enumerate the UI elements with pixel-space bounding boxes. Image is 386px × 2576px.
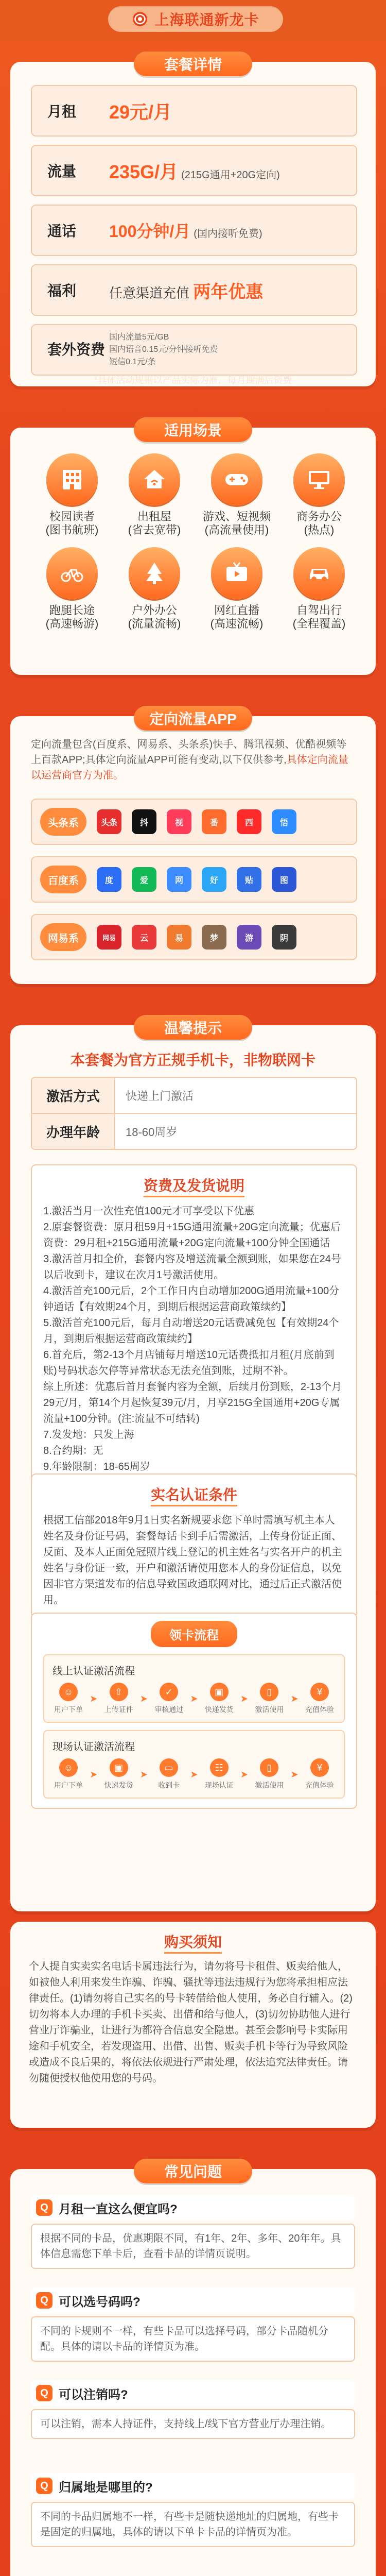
arrow-right-icon: ➤ (90, 1769, 98, 1780)
user-icon: ☺ (59, 1758, 78, 1777)
scene-label: 出租屋 (省去宽带) (128, 510, 181, 536)
user-icon: ☺ (59, 1683, 78, 1701)
flow-step: ☺ 用户下单 (52, 1758, 84, 1790)
question-icon: Q (36, 2292, 52, 2309)
arrow-right-icon: ➤ (90, 1693, 98, 1704)
truck-icon: ▣ (210, 1683, 229, 1701)
question-icon: Q (36, 2385, 52, 2401)
app-row-netease (31, 914, 357, 960)
car-icon (305, 558, 334, 587)
fee-rule-line: 8.合约期：无 (43, 1445, 103, 1456)
offline-flow-title: 现场认证激活流程 (52, 1741, 135, 1753)
app-icon[interactable]: 游 (237, 925, 261, 950)
app-group-tag: 头条系 (40, 808, 86, 836)
arrow-right-icon: ➤ (240, 1769, 249, 1780)
info-row (32, 1078, 356, 1114)
app-icon[interactable]: 网易 (97, 925, 121, 950)
question-icon: Q (36, 2199, 52, 2216)
scene-label: 校园读者 (图书航班) (45, 510, 99, 536)
coin-icon: ¥ (310, 1758, 329, 1777)
fee-rule-line: 7.发发地：只发上海 (43, 1429, 134, 1440)
apps-intro-highlight: 具体定向流量以运营商官方为准。 (31, 754, 348, 781)
purchase-text: 个人提自实卖实名电话卡属违法行为，请勿将号卡租借、贩卖给他人，如被他人利用来发生诈骗、诈骗、骚扰等违法违规行为您将承担相应法律责任。(1)请勿将自己实名的号卡转借给他人使用，务必自行辅入。(2)切勿将本人办理的手机卡买卖、出借和给与他人，(3)切勿协助他人进行营业厅诈骗业，让进行为都符合信息安全隐患。甚至会影响号卡实际用途和手机安全，若发现盗用、出借、出售、贩卖手机卡等行为导致风险或造成不良后果的，将依法依规进行严肃处理，依法追究法律责任。请勿随便授权他使用您的号码。 (29, 1961, 353, 2084)
info-row (32, 1114, 356, 1149)
app-icon[interactable]: 云 (132, 925, 156, 950)
faq-item (31, 2380, 355, 2439)
app-icons (97, 867, 296, 892)
call-value: 100分钟/月 (109, 222, 191, 241)
flow-step: ▭ 收到卡 (153, 1758, 185, 1790)
fee-rules-title: 资费及发货说明 (144, 1178, 244, 1197)
package-title: 套餐详情 (134, 52, 252, 76)
info-val: 18-60周岁 (126, 1125, 178, 1139)
app-icon[interactable]: 图 (272, 867, 296, 892)
row-label: 月租 (47, 104, 77, 120)
tree-icon (140, 558, 169, 587)
notice-headline: 本套餐为官方正规手机卡，非物联网卡 (70, 1052, 315, 1068)
row-label: 套外资费 (47, 342, 106, 358)
flow-step: ▣ 快递发货 (103, 1758, 135, 1790)
extra-fee-line: 短信0.1元/条 (109, 358, 156, 366)
bike-icon (58, 558, 86, 587)
coin-icon: ¥ (310, 1683, 329, 1701)
app-icon[interactable]: 贴 (237, 867, 261, 892)
scene-label: 跑腿长途 (高速畅游) (45, 604, 99, 630)
fee-rule-line: 4.激活首充100元后，2个工作日内自动增加200G通用流量+100分钟通话【有效期24个月，到期后根据运营商政策续约】 (43, 1285, 340, 1313)
package-section (10, 57, 376, 386)
faq-item (31, 2195, 355, 2269)
faq-question[interactable]: Q 月租一直这么便宜吗? (31, 2195, 355, 2221)
data-note: (215G通用+20G定向) (181, 169, 280, 181)
info-val: 快递上门激活 (126, 1089, 194, 1103)
flow-step: ▯ 激活使用 (253, 1683, 285, 1715)
faq-answer: 根据不同的卡品，优惠期限不同，有1年、2年、多年、20年年。具体信息需您下单卡后，查看卡品的详情页说明。 (31, 2224, 355, 2269)
scene-label: 游戏、短视频 (高流量使用) (202, 510, 271, 536)
row-label: 福利 (47, 283, 77, 299)
app-icon[interactable]: 好 (202, 867, 226, 892)
row-welfare (31, 264, 357, 316)
arrow-right-icon: ➤ (139, 1693, 148, 1704)
monthly-rent-value: 29元/月 (109, 101, 172, 123)
notice-table (31, 1077, 357, 1150)
scene-driving (278, 547, 360, 631)
info-key: 激活方式 (32, 1078, 115, 1113)
scene-office (278, 453, 360, 537)
header (0, 0, 386, 41)
question-icon: Q (36, 2478, 52, 2494)
fee-rule-line: 5.激活首充100元后，每月自动增送20元话费减免包【有效期24个月，到期后根据运营商政策续约】 (43, 1317, 339, 1345)
brand-title: 上海联通新龙卡 (154, 12, 259, 28)
fee-rule-line: 6.首充后，第2-13个月店铺每月增送10元话费抵扣月租(月底前到账)号码状态欠停等异常状态无法充值到账，过期不补。 (43, 1349, 335, 1377)
app-icons (97, 809, 296, 834)
welfare-highlight: 两年优惠 (193, 282, 264, 302)
scene-outdoor (113, 547, 196, 631)
app-group-tag: 百度系 (40, 866, 86, 893)
fee-rules-body (32, 1195, 356, 1483)
scene-errand (31, 547, 113, 631)
faq-item (31, 2287, 355, 2362)
flow-step: ▯ 激活使用 (253, 1758, 285, 1790)
faq-answer: 可以注销，需本人持证件，支持线上/线下官方营业厅办理注销。 (31, 2409, 355, 2439)
gamepad-icon (222, 465, 251, 494)
row-label: 通话 (47, 223, 77, 239)
faq-answer: 不同的卡规则不一样，有些卡品可以选择号码，部分卡品随机分配。具体的请以卡品的详情页为准。 (31, 2316, 355, 2362)
apps-section (10, 711, 376, 984)
scene-livestream (196, 547, 278, 631)
notice-section (10, 1020, 376, 1911)
notice-title: 温馨提示 (134, 1015, 252, 1040)
flow-step: ☷ 现场认证 (203, 1758, 235, 1790)
row-extra-fee (31, 324, 357, 376)
scene-gaming (196, 453, 278, 537)
package-disclaimer: *具体活动规则以产品实际为准，每月期满后资费 (94, 375, 292, 385)
arrow-right-icon: ➤ (190, 1693, 198, 1704)
scene-label: 网红直播 (高速流畅) (210, 604, 264, 630)
flow-step: ✓ 审核通过 (153, 1683, 185, 1715)
arrow-right-icon: ➤ (190, 1769, 198, 1780)
flow-step: ¥ 充值体验 (304, 1758, 336, 1790)
id-icon: ☷ (210, 1758, 229, 1777)
data-value: 235G/月 (109, 161, 179, 182)
arrow-right-icon: ➤ (240, 1693, 249, 1704)
app-group-tag: 网易系 (40, 923, 86, 951)
faq-question[interactable]: Q 归属地是哪里的? (31, 2473, 355, 2499)
row-monthly-rent (31, 85, 357, 137)
monitor-icon (305, 465, 334, 494)
flow-title: 领卡流程 (151, 1621, 237, 1647)
fee-rule-line: 2.原套餐资费：原月租59月+15G通用流量+20G定向流量；优惠后资费：29月租+215G通用流量+20G定向流量+100分钟全国通话 (43, 1222, 341, 1249)
apps-title: 定向流量APP (134, 706, 252, 731)
building-icon (58, 465, 86, 494)
fee-rule-line: 1.激活当月一次性充值100元才可享受以下优惠 (43, 1206, 255, 1217)
app-icon[interactable]: 抖 (132, 809, 156, 834)
faq-title: 常见问题 (134, 2159, 252, 2183)
arrow-right-icon: ➤ (139, 1769, 148, 1780)
online-flow (43, 1654, 345, 1723)
app-icon[interactable]: 梦 (202, 925, 226, 950)
app-icons (97, 925, 296, 950)
faq-question[interactable]: Q 可以注销吗? (31, 2380, 355, 2406)
app-icon[interactable]: 网 (167, 867, 191, 892)
purchase-section (10, 1922, 376, 2128)
flow-box (31, 1613, 357, 1809)
purchase-title: 购买须知 (164, 1934, 222, 1954)
fee-rules-box (31, 1164, 357, 1484)
extra-fee-line: 国内语音0.15元/分钟接听免费 (109, 345, 218, 354)
offline-flow (43, 1730, 345, 1799)
call-note: (国内接听免费) (194, 228, 262, 240)
scenes-title: 适用场景 (134, 417, 252, 442)
brand-pill (108, 6, 283, 32)
online-flow-title: 线上认证激活流程 (52, 1666, 135, 1677)
house-icon (140, 465, 169, 494)
row-call (31, 205, 357, 256)
check-icon: ✓ (160, 1683, 178, 1701)
flow-step: ☺ 用户下单 (52, 1683, 84, 1715)
app-row-baidu (31, 856, 357, 903)
app-row-toutiao (31, 799, 357, 845)
app-icon[interactable]: 番 (202, 809, 226, 834)
scene-campus (31, 453, 113, 537)
flow-step: ⇧ 上传证件 (103, 1683, 135, 1715)
apps-intro: 定向流量包含(百度系、网易系、头条系)快手、腾讯视频、优酷视频等上百款APP;具体定向流量APP可能有变动,以下仅供参考, (31, 739, 347, 766)
truck-icon: ▣ (110, 1758, 128, 1777)
app-icon[interactable]: 爱 (132, 867, 156, 892)
tv-icon (222, 558, 251, 587)
fee-rule-line: 3.激活首月扣全价，套餐内容及增送流量全额到账，如果您在24号以后收到卡，建议在次月1号激活使用。 (43, 1253, 341, 1281)
info-key: 办理年龄 (32, 1114, 115, 1149)
scene-rental (113, 453, 196, 537)
welfare-prefix: 任意渠道充值 (109, 285, 190, 301)
extra-fee-line: 国内流量5元/GB (109, 333, 169, 342)
arrow-right-icon: ➤ (290, 1769, 299, 1780)
row-label: 流量 (47, 163, 77, 179)
scene-label: 自驾出行 (全程覆盖) (292, 604, 346, 630)
app-icon[interactable]: 阴 (272, 925, 296, 950)
flow-step: ▣ 快递发货 (203, 1683, 235, 1715)
faq-section (10, 2164, 376, 2576)
app-icon[interactable]: 悟 (272, 809, 296, 834)
realname-text: 根据工信部2018年9月1日实名新规要求您下单时需填写机主本人姓名及身份证号码，套餐每话卡到手后需激活，上传身份证正面、反面、及本人正面免冠照片线上登记的机主姓名与实名开户的机主姓名与身份证一致，开户和激活请使用您本人的身份证信息，以免因非官方渠道发布的信息导致国政通联网对比，通过后正式激活使用。 (43, 1515, 342, 1606)
row-data (31, 145, 357, 196)
scene-label: 商务办公 (热点) (296, 510, 342, 536)
card-icon: ▭ (160, 1758, 178, 1777)
faq-answer: 不同的卡品归属地不一样，有些卡是随快递地址的归属地，有些卡是固定的归属地，具体的请以下单卡卡品的详情页为准。 (31, 2502, 355, 2547)
phone-icon: ▯ (260, 1758, 278, 1777)
phone-icon: ▯ (260, 1683, 278, 1701)
fee-rule-line: 综上所述：优惠后首月套餐内容为全额，后续月份到账，2-13个月29元/月，第14个月起恢复39元/月，月享215G全国通用+20G专属流量+100分钟。(注:流量不可结转) (43, 1381, 342, 1425)
flow-step: ¥ 充值体验 (304, 1683, 336, 1715)
realname-title: 实名认证条件 (151, 1487, 237, 1506)
app-icon[interactable]: 度 (97, 867, 121, 892)
scene-label: 户外办公 (流量流畅) (128, 604, 181, 630)
realname-box (31, 1473, 357, 1618)
scenes-section (10, 422, 376, 675)
faq-item (31, 2473, 355, 2547)
app-icon[interactable]: 视 (167, 809, 191, 834)
scene-grid (31, 453, 360, 631)
app-icon[interactable]: 西 (237, 809, 261, 834)
arrow-right-icon: ➤ (290, 1693, 299, 1704)
fee-rule-line: 9.年龄限制：18-65周岁 (43, 1461, 150, 1472)
app-icon[interactable]: 头条 (97, 809, 121, 834)
upload-icon: ⇧ (110, 1683, 128, 1701)
unicom-logo-icon (132, 11, 148, 27)
app-icon[interactable]: 易 (167, 925, 191, 950)
faq-question[interactable]: Q 可以选号码吗? (31, 2287, 355, 2313)
